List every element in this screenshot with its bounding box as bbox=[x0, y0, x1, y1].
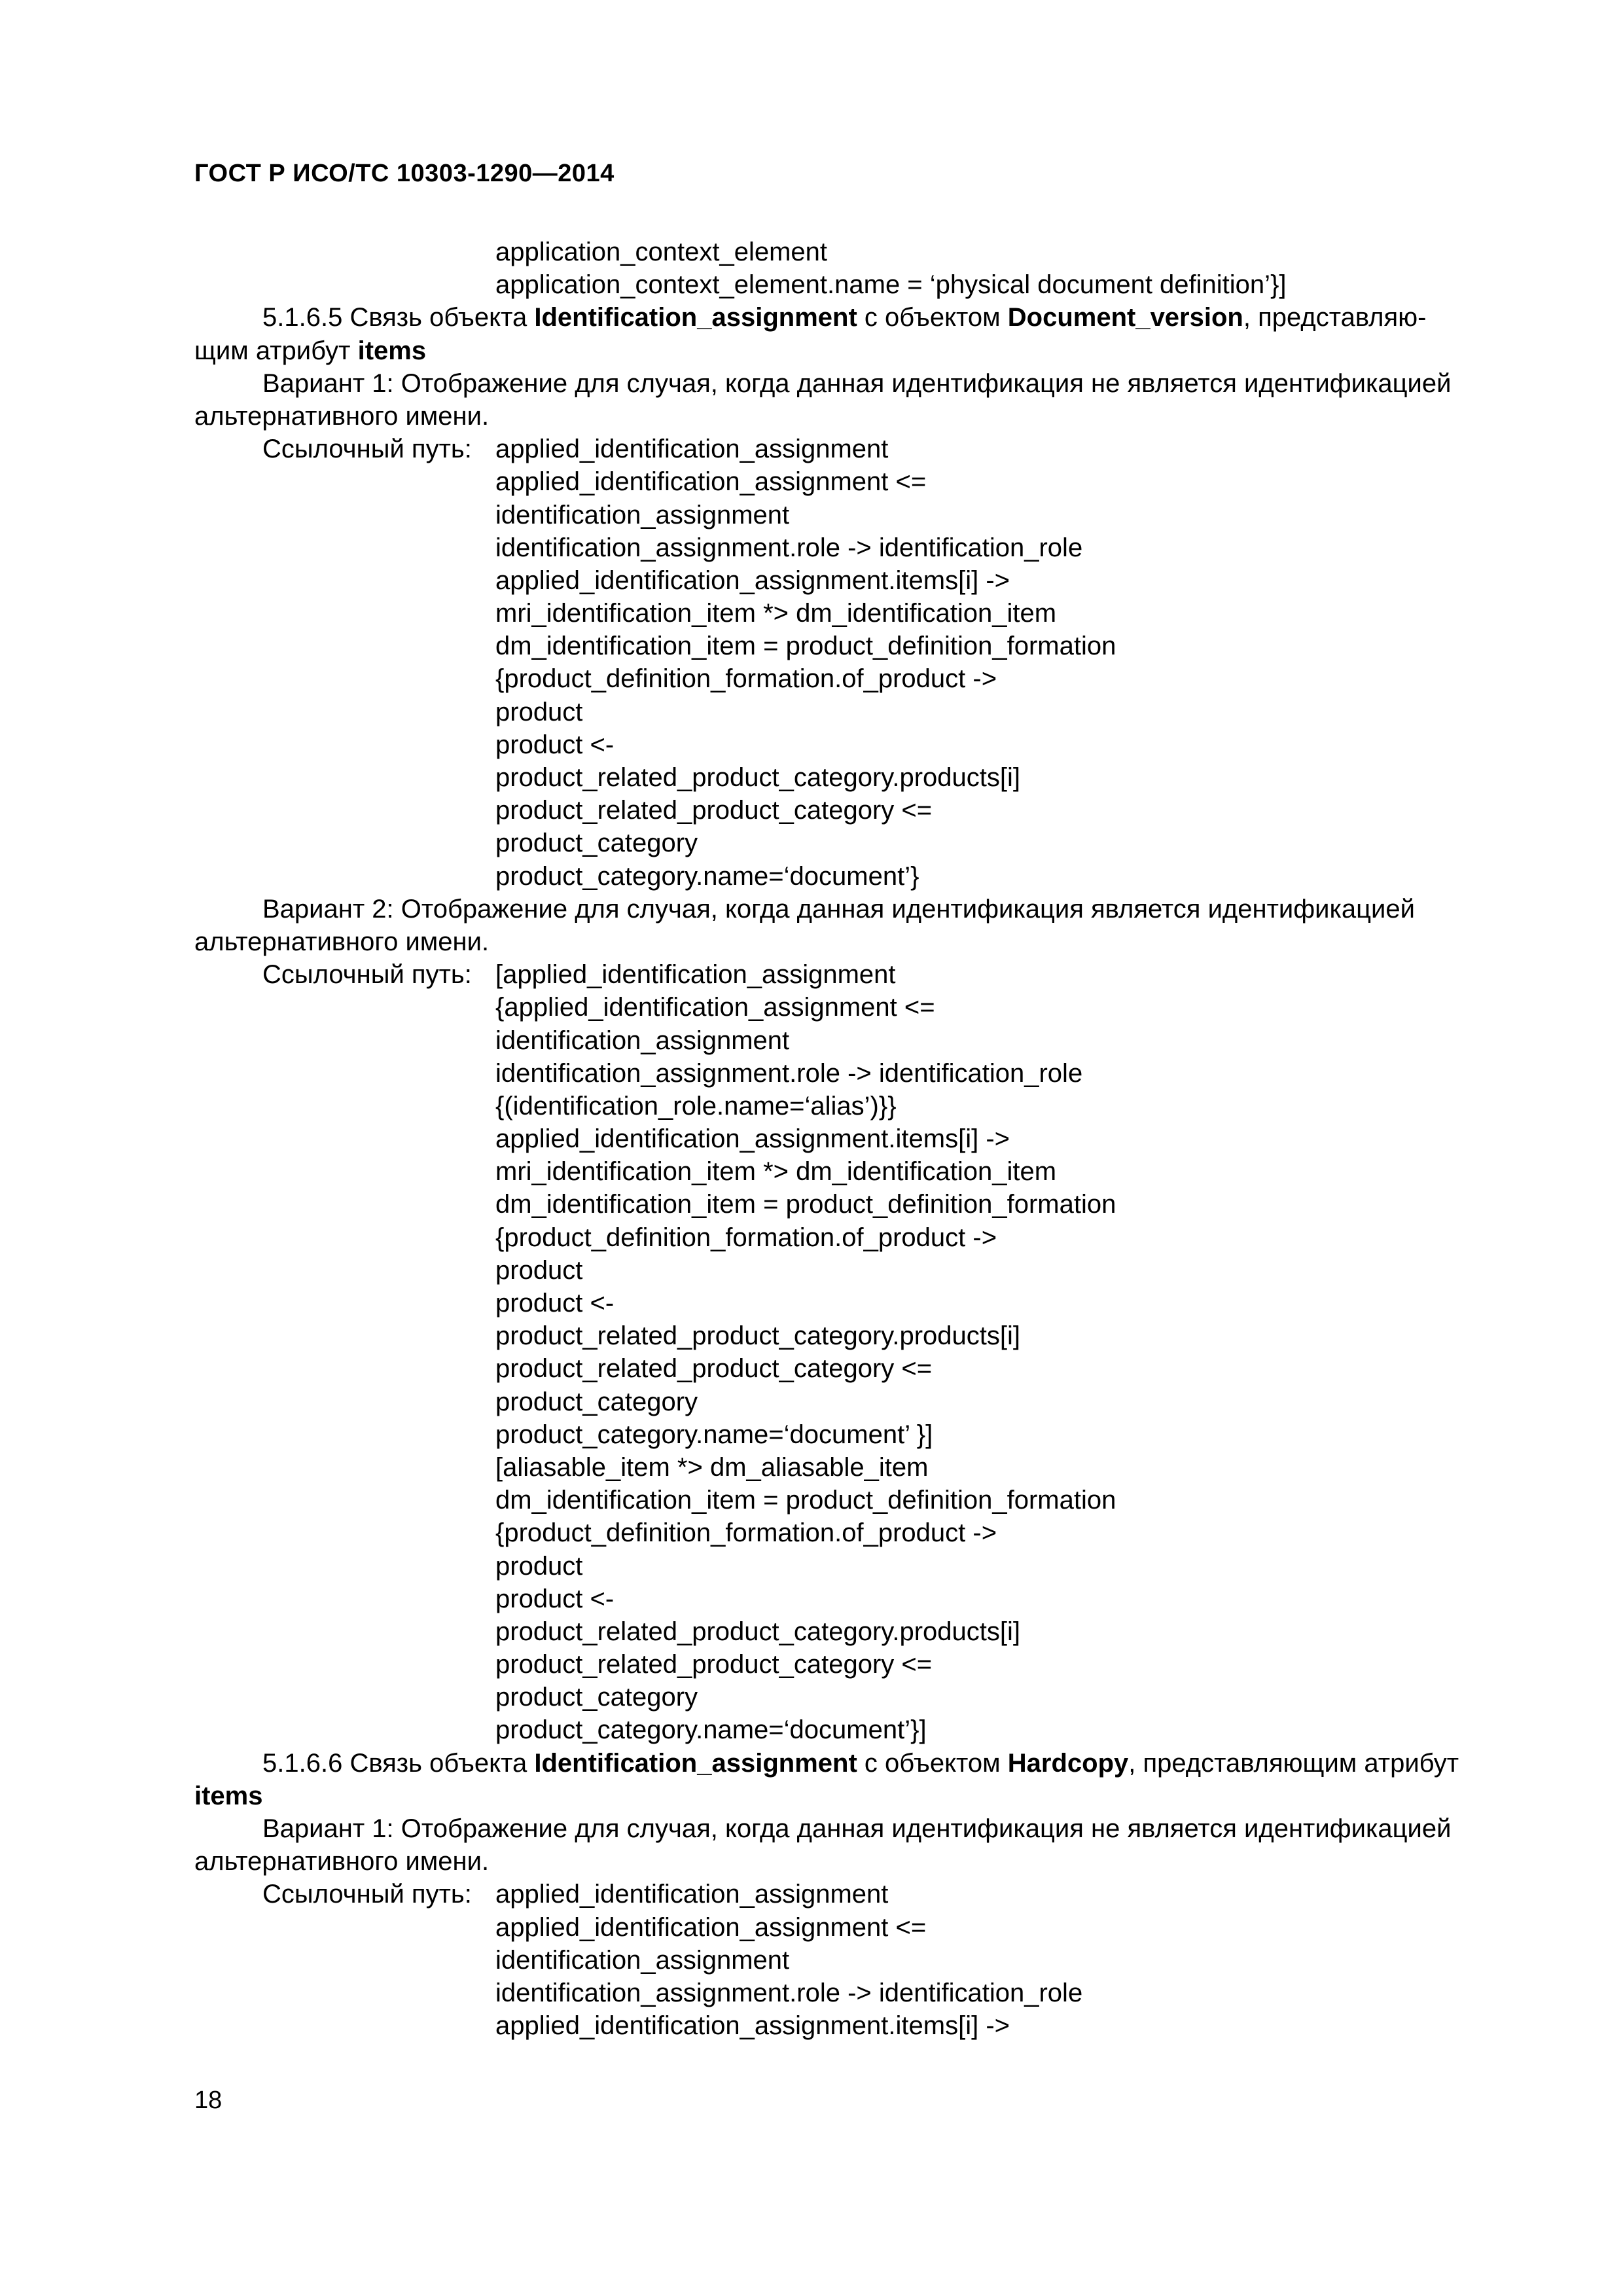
code-line: dm_identification_item = product_definition_formation bbox=[495, 1486, 1116, 1515]
variant-line: альтернативного имени. bbox=[194, 401, 490, 431]
code-line: applied_identification_assignment bbox=[495, 435, 889, 464]
reference-path-block bbox=[194, 433, 1524, 893]
code-line: mri_identification_item *> dm_identification_item bbox=[495, 599, 1057, 628]
reference-path-block bbox=[194, 958, 1524, 1747]
reference-path-label: Ссылочный путь: bbox=[262, 1880, 472, 1909]
code-line: product_related_product_category <= bbox=[495, 1650, 933, 1679]
code-line: product_related_product_category <= bbox=[495, 796, 933, 825]
code-line: product bbox=[495, 697, 583, 726]
variant-description bbox=[194, 367, 1524, 433]
heading-text: , представляю- bbox=[1243, 303, 1427, 332]
section-heading-5-1-6-5 bbox=[194, 301, 1524, 367]
heading-text: 5.1.6.5 Связь объекта bbox=[262, 303, 535, 332]
variant-description bbox=[194, 893, 1524, 958]
code-line: mri_identification_item *> dm_identification_item bbox=[495, 1157, 1057, 1187]
code-line: {applied_identification_assignment <= bbox=[495, 993, 935, 1022]
entity-name: Identification_assignment bbox=[534, 303, 857, 332]
section-heading-5-1-6-6 bbox=[194, 1747, 1524, 1812]
code-line: product_category.name=‘document’} bbox=[495, 861, 919, 891]
code-line: {(identification_role.name=‘alias’)}} bbox=[495, 1091, 897, 1121]
code-line: dm_identification_item = product_definition_formation bbox=[495, 632, 1116, 661]
reference-path-row bbox=[194, 433, 1524, 465]
code-line: applied_identification_assignment <= bbox=[495, 467, 927, 497]
heading-text: щим атрибут bbox=[194, 336, 358, 365]
document-header: ГОСТ Р ИСО/ТС 10303-1290—2014 bbox=[194, 160, 615, 187]
heading-text: 5.1.6.6 Связь объекта bbox=[262, 1748, 535, 1778]
code-line: applied_identification_assignment.items[i] -> bbox=[495, 565, 1010, 595]
code-line: applied_identification_assignment.items[i] -> bbox=[495, 2011, 1010, 2041]
page-number: 18 bbox=[194, 2087, 223, 2114]
code-line: product_category bbox=[495, 829, 698, 858]
document-body bbox=[194, 236, 1524, 2042]
variant-line: Вариант 1: Отображение для случая, когда данная идентификация не является идентификацией bbox=[262, 368, 1452, 398]
variant-line: альтернативного имени. bbox=[194, 1847, 490, 1876]
code-line: application_context_element.name = ‘physical document definition’}] bbox=[495, 270, 1287, 300]
code-line: {product_definition_formation.of_product -> bbox=[495, 1223, 997, 1252]
variant-line: Вариант 2: Отображение для случая, когда данная идентификация является идентификацией bbox=[262, 894, 1415, 924]
code-line: applied_identification_assignment bbox=[495, 1880, 889, 1909]
entity-name: Identification_assignment bbox=[534, 1748, 857, 1778]
code-line: product_category.name=‘document’}] bbox=[495, 1715, 927, 1745]
code-line: product bbox=[495, 1255, 583, 1285]
heading-text: , представляющим атрибут bbox=[1128, 1748, 1459, 1778]
code-line: product bbox=[495, 1551, 583, 1581]
code-line: {product_definition_formation.of_product -> bbox=[495, 664, 997, 694]
code-line: product_related_product_category.products[i] bbox=[495, 1321, 1020, 1351]
code-line: product <- bbox=[495, 1289, 615, 1318]
heading-text: с объектом bbox=[857, 303, 1008, 332]
heading-line bbox=[194, 1747, 1524, 1780]
heading-text: с объектом bbox=[857, 1748, 1008, 1778]
reference-path-row bbox=[194, 1878, 1524, 1910]
code-line: identification_assignment.role -> identification_role bbox=[495, 1979, 1083, 2008]
code-line: identification_assignment.role -> identification_role bbox=[495, 1058, 1083, 1088]
code-line: applied_identification_assignment <= bbox=[495, 1912, 927, 1942]
code-line: identification_assignment bbox=[495, 500, 790, 529]
code-line: [applied_identification_assignment bbox=[495, 960, 896, 990]
code-line: identification_assignment bbox=[495, 1945, 790, 1975]
reference-path-label: Ссылочный путь: bbox=[262, 435, 472, 464]
code-line: [aliasable_item *> dm_aliasable_item bbox=[495, 1452, 929, 1482]
code-line: product_category bbox=[495, 1683, 698, 1712]
code-line: product_related_product_category.products[i] bbox=[495, 763, 1020, 793]
entity-name: Hardcopy bbox=[1007, 1748, 1129, 1778]
heading-line bbox=[194, 1780, 1524, 1812]
code-line: application_context_element bbox=[495, 238, 828, 266]
reference-path-row bbox=[194, 958, 1524, 991]
code-line: applied_identification_assignment.items[i] -> bbox=[495, 1124, 1010, 1154]
entity-name: Document_version bbox=[1007, 303, 1243, 332]
code-line: product <- bbox=[495, 730, 615, 759]
reference-path-label: Ссылочный путь: bbox=[262, 960, 472, 990]
code-line: product <- bbox=[495, 1584, 615, 1613]
code-line: dm_identification_item = product_definition_formation bbox=[495, 1190, 1116, 1219]
attribute-name: items bbox=[357, 336, 427, 365]
reference-path-block bbox=[194, 1878, 1524, 2042]
heading-line bbox=[194, 334, 1524, 367]
code-line: identification_assignment bbox=[495, 1026, 790, 1055]
variant-description bbox=[194, 1812, 1524, 1878]
code-line: product_related_product_category.products[i] bbox=[495, 1617, 1020, 1646]
code-line: {product_definition_formation.of_product -> bbox=[495, 1518, 997, 1548]
code-line: product_related_product_category <= bbox=[495, 1354, 933, 1384]
variant-line: Вариант 1: Отображение для случая, когда данная идентификация не является идентификацией bbox=[262, 1814, 1452, 1844]
heading-line bbox=[194, 301, 1524, 334]
variant-line: альтернативного имени. bbox=[194, 927, 490, 956]
code-line: product_category.name=‘document’ }] bbox=[495, 1420, 933, 1449]
code-line: identification_assignment.role -> identification_role bbox=[495, 533, 1083, 562]
attribute-name: items bbox=[194, 1781, 263, 1810]
code-line: product_category bbox=[495, 1387, 698, 1416]
